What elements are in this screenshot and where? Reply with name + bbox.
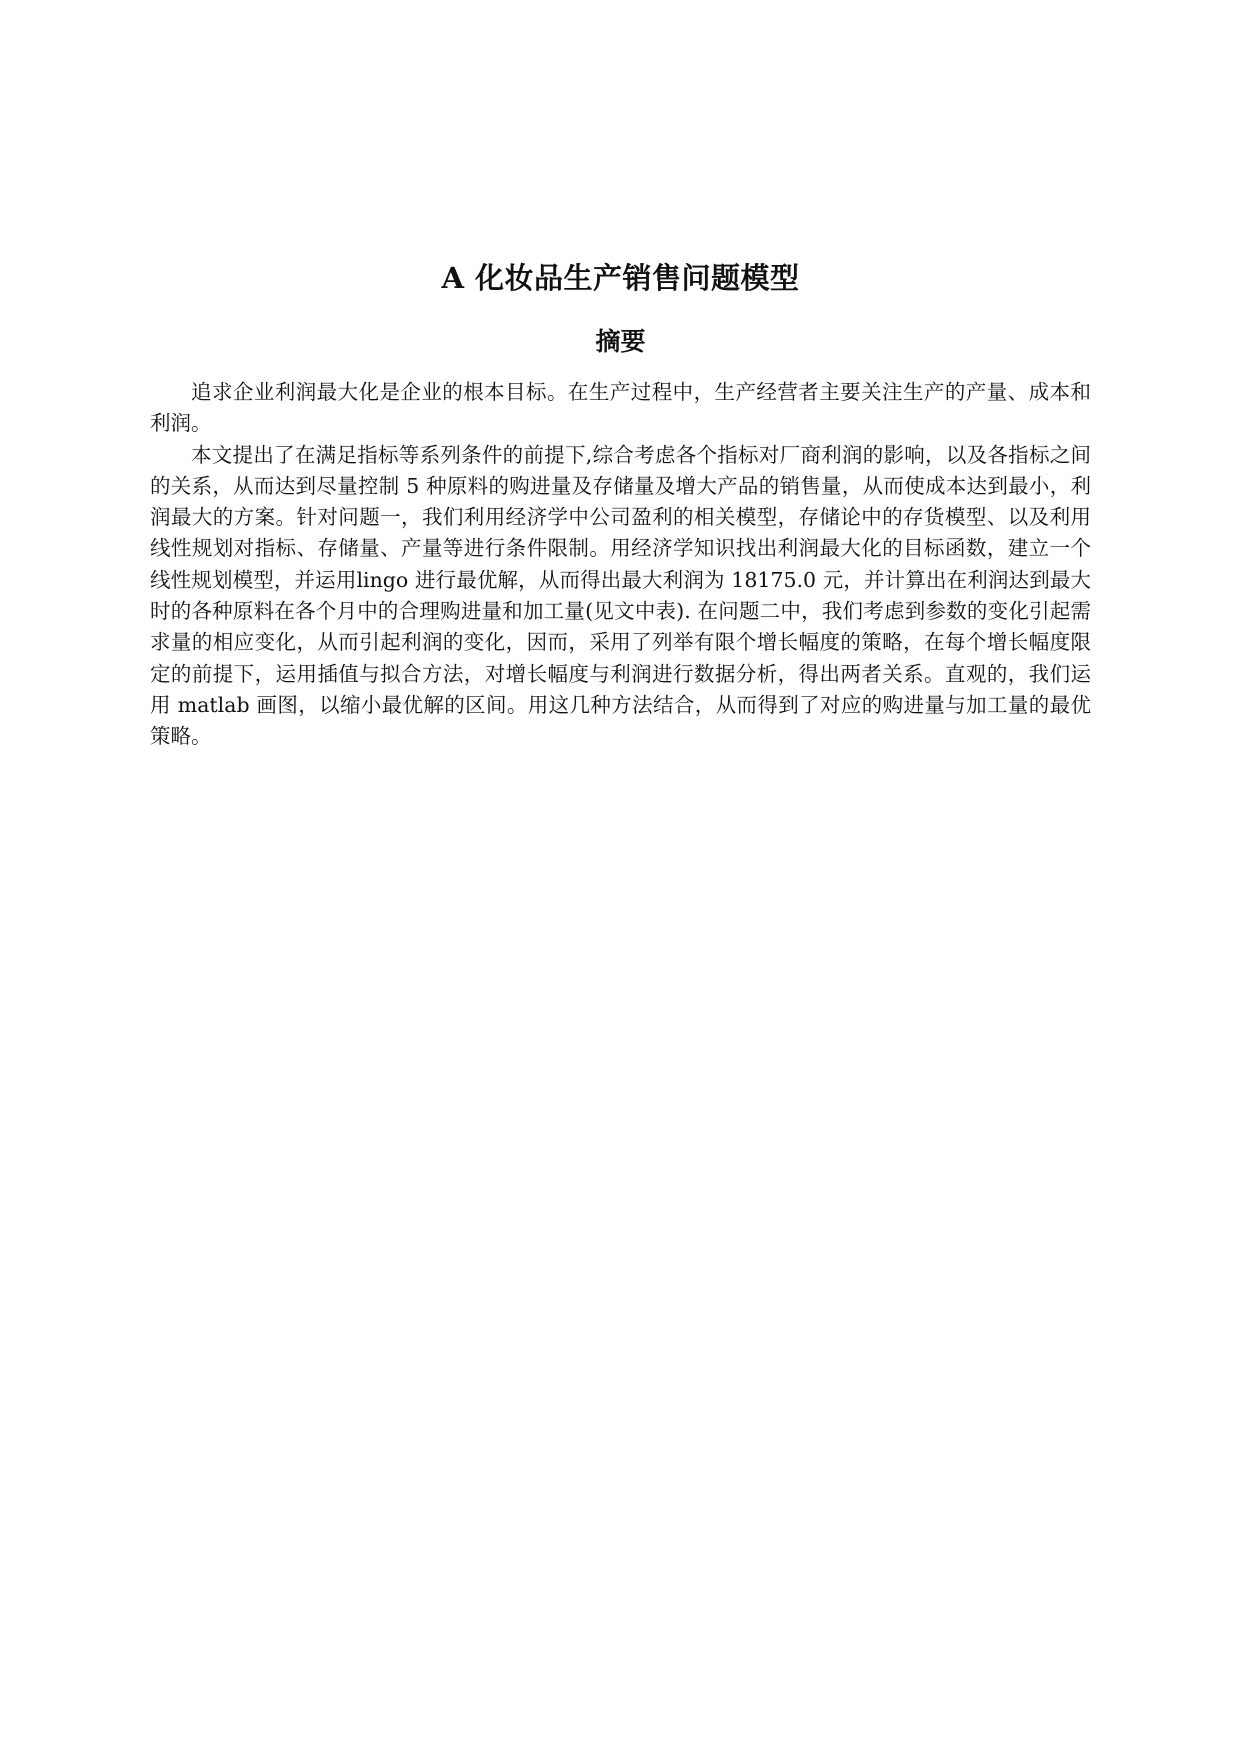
abstract-paragraph-2: 本文提出了在满足指标等系列条件的前提下,综合考虑各个指标对厂商利润的影响，以及各指标之间的关系，从而达到尽量控制 5 种原料的购进量及存储量及增大产品的销售量，从而使成本达到最小，利润最大的方案。针对问题一，我们利用经济学中公司盈利的相关模型，存储论中的存货模型、以及利用线性规划对指标、存储量、产量等进行条件限制。用经济学知识找出利润最大化的目标函数，建立一个线性规划模型，并运用lingo 进行最优解，从而得出最大利润为 18175.0 元，并计算出在利润达到最大时的各种原料在各个月中的合理购进量和加工量(见文中表). 在问题二中，我们考虑到参数的变化引起需求量的相应变化，从而引起利润的变化，因而，采用了列举有限个增长幅度的策略，在每个增长幅度限定的前提下，运用插值与拟合方法，对增长幅度与利润进行数据分析，得出两者关系。直观的，我们运用 matlab 画图，以缩小最优解的区间。用这几种方法结合，从而得到了对应的购进量与加工量的最优策略。 <box>150 442 1091 749</box>
abstract-paragraph-1: 追求企业利润最大化是企业的根本目标。在生产过程中，生产经营者主要关注生产的产量、成本和利润。 <box>150 380 1091 436</box>
document-title: A 化妆品生产销售问题模型 <box>441 261 800 295</box>
abstract-body <box>150 377 1091 753</box>
abstract-heading: 摘要 <box>595 327 646 356</box>
